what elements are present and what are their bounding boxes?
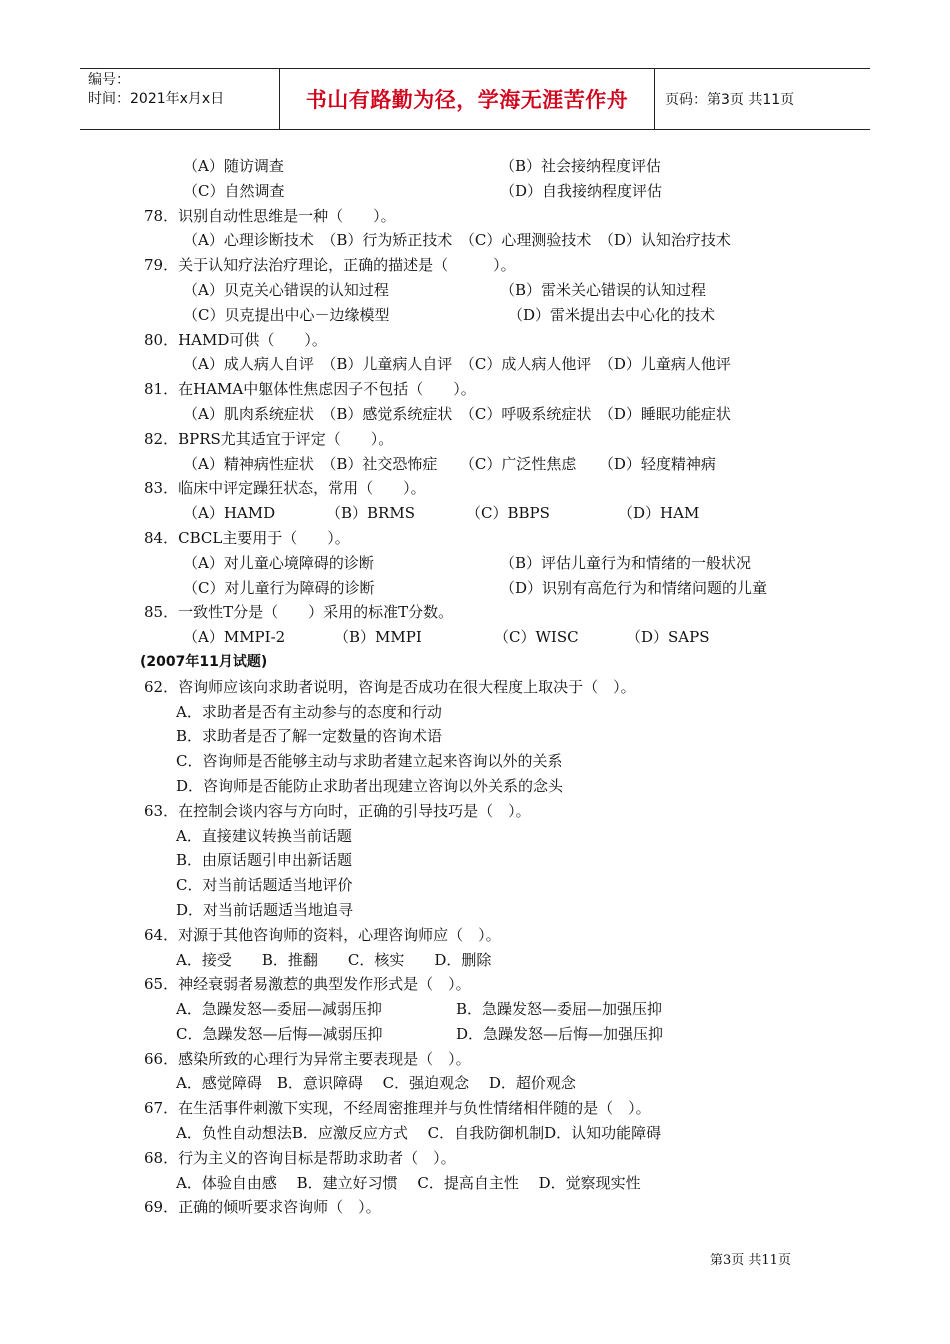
option-d: D．对当前话题适当地追寻 xyxy=(176,900,354,919)
question-78: 78．识别自动性思维是一种（ ）。 xyxy=(144,206,396,225)
option-b: （B）雷米关心错误的认知过程 xyxy=(500,280,707,299)
option-row xyxy=(0,1022,950,1047)
option-c: （C）对儿童行为障碍的诊断 xyxy=(183,578,375,597)
option-c: （C）BBPS xyxy=(466,504,550,523)
question-64-options: A．接受 B．推翻 C．核实 D．删除 xyxy=(176,950,492,969)
option-row xyxy=(0,501,950,526)
question-80-options: （A）成人病人自评 （B）儿童病人自评 （C）成人病人他评 （D）儿童病人他评 xyxy=(183,355,731,374)
option-c: C．急躁发怒—后悔—减弱压抑 xyxy=(176,1024,383,1043)
question-67: 67．在生活事件刺激下实现，不经周密推理并与负性情绪相伴随的是（ ）。 xyxy=(144,1099,651,1118)
option-a: （A）MMPI-2 xyxy=(183,628,286,647)
option-d: （D）自我接纳程度评估 xyxy=(500,181,663,200)
header-motto: 书山有路勤为径，学海无涯苦作舟 xyxy=(280,69,655,129)
question-65: 65．神经衰弱者易激惹的典型发作形式是（ ）。 xyxy=(144,975,471,994)
option-a: （A）贝克关心错误的认知过程 xyxy=(183,280,389,299)
question-82-options: （A）精神病性症状 （B）社交恐怖症 （C）广泛性焦虑 （D）轻度精神病 xyxy=(183,454,716,473)
option-c: （C）WISC xyxy=(494,628,579,647)
question-63: 63．在控制会谈内容与方向时，正确的引导技巧是（ ）。 xyxy=(144,801,531,820)
option-b: （B）MMPI xyxy=(334,628,422,647)
option-d: （D）HAM xyxy=(618,504,700,523)
page-header xyxy=(80,68,870,130)
option-d: D．急躁发怒—后悔—加强压抑 xyxy=(456,1024,664,1043)
header-meta xyxy=(80,69,280,129)
document-number-label: 编号： xyxy=(88,72,130,88)
document-date-label: 时间：2021年x月x日 xyxy=(88,91,225,107)
option-row xyxy=(0,997,950,1022)
question-69: 69．正确的倾听要求咨询师（ ）。 xyxy=(144,1198,381,1217)
question-83: 83．临床中评定躁狂状态，常用（ ）。 xyxy=(144,479,426,498)
question-64: 64．对源于其他咨询师的资料，心理咨询师应（ ）。 xyxy=(144,925,501,944)
question-81: 81．在HAMA中躯体性焦虑因子不包括（ ）。 xyxy=(144,380,476,399)
option-row xyxy=(0,278,950,303)
question-78-options: （A）心理诊断技术 （B）行为矫正技术 （C）心理测验技术 （D）认知治疗技术 xyxy=(183,231,731,250)
option-b: （B）评估儿童行为和情绪的一般状况 xyxy=(500,553,752,572)
document-body xyxy=(0,154,950,1220)
option-a: A．直接建议转换当前话题 xyxy=(176,826,352,845)
question-62: 62．咨询师应该向求助者说明，咨询是否成功在很大程度上取决于（ ）。 xyxy=(144,677,636,696)
question-81-options: （A）肌肉系统症状 （B）感觉系统症状 （C）呼吸系统症状 （D）睡眠功能症状 xyxy=(183,404,731,423)
option-a: （A）对儿童心境障碍的诊断 xyxy=(183,553,374,572)
option-c: C．对当前话题适当地评价 xyxy=(176,876,353,895)
option-b: （B）BRMS xyxy=(326,504,415,523)
page-footer: 第3页 共11页 xyxy=(710,1253,791,1268)
question-85: 85．一致性T分是（ ）采用的标准T分数。 xyxy=(144,603,454,622)
option-row xyxy=(0,179,950,204)
option-b: B．求助者是否了解一定数量的咨询术语 xyxy=(176,727,443,746)
question-66-options: A．感觉障碍 B．意识障碍 C．强迫观念 D．超价观念 xyxy=(176,1074,576,1093)
option-a: （A）HAMD xyxy=(183,504,276,523)
option-c: （C）自然调查 xyxy=(183,181,285,200)
option-d: （D）雷米提出去中心化的技术 xyxy=(508,305,716,324)
option-a: A．求助者是否有主动参与的态度和行动 xyxy=(176,702,442,721)
option-row xyxy=(0,154,950,179)
option-row xyxy=(0,625,950,650)
option-row xyxy=(0,303,950,328)
section-heading: (2007年11月试题) xyxy=(140,653,268,670)
option-row xyxy=(0,551,950,576)
option-d: D．咨询师是否能防止求助者出现建立咨询以外关系的念头 xyxy=(176,776,564,795)
option-a: （A）随访调查 xyxy=(183,157,284,175)
option-c: C．咨询师是否能够主动与求助者建立起来咨询以外的关系 xyxy=(176,752,563,771)
option-c: （C）贝克提出中心－边缘模型 xyxy=(183,305,390,324)
header-page-number: 页码：第3页 共11页 xyxy=(665,92,795,108)
option-row xyxy=(0,576,950,601)
question-82: 82．BPRS尤其适宜于评定（ ）。 xyxy=(144,429,394,448)
question-68-options: A．体验自由感 B．建立好习惯 C．提高自主性 D．觉察现实性 xyxy=(176,1173,641,1192)
option-d: （D）SAPS xyxy=(626,628,710,647)
option-b: B．急躁发怒—委屈—加强压抑 xyxy=(456,1000,663,1019)
question-80: 80．HAMD可供（ ）。 xyxy=(144,330,327,349)
option-b: （B）社会接纳程度评估 xyxy=(500,157,662,175)
question-79: 79．关于认知疗法治疗理论，正确的描述是（ ）。 xyxy=(144,256,516,275)
option-d: （D）识别有高危行为和情绪问题的儿童 xyxy=(500,578,768,597)
question-67-options: A．负性自动想法B．应激反应方式 C．自我防御机制D．认知功能障碍 xyxy=(176,1124,662,1143)
option-a: A．急躁发怒—委屈—减弱压抑 xyxy=(176,1000,382,1019)
question-66: 66．感染所致的心理行为异常主要表现是（ ）。 xyxy=(144,1049,471,1068)
question-68: 68．行为主义的咨询目标是帮助求助者（ ）。 xyxy=(144,1148,456,1167)
option-b: B．由原话题引申出新话题 xyxy=(176,851,353,870)
question-84: 84．CBCL主要用于（ ）。 xyxy=(144,528,350,547)
